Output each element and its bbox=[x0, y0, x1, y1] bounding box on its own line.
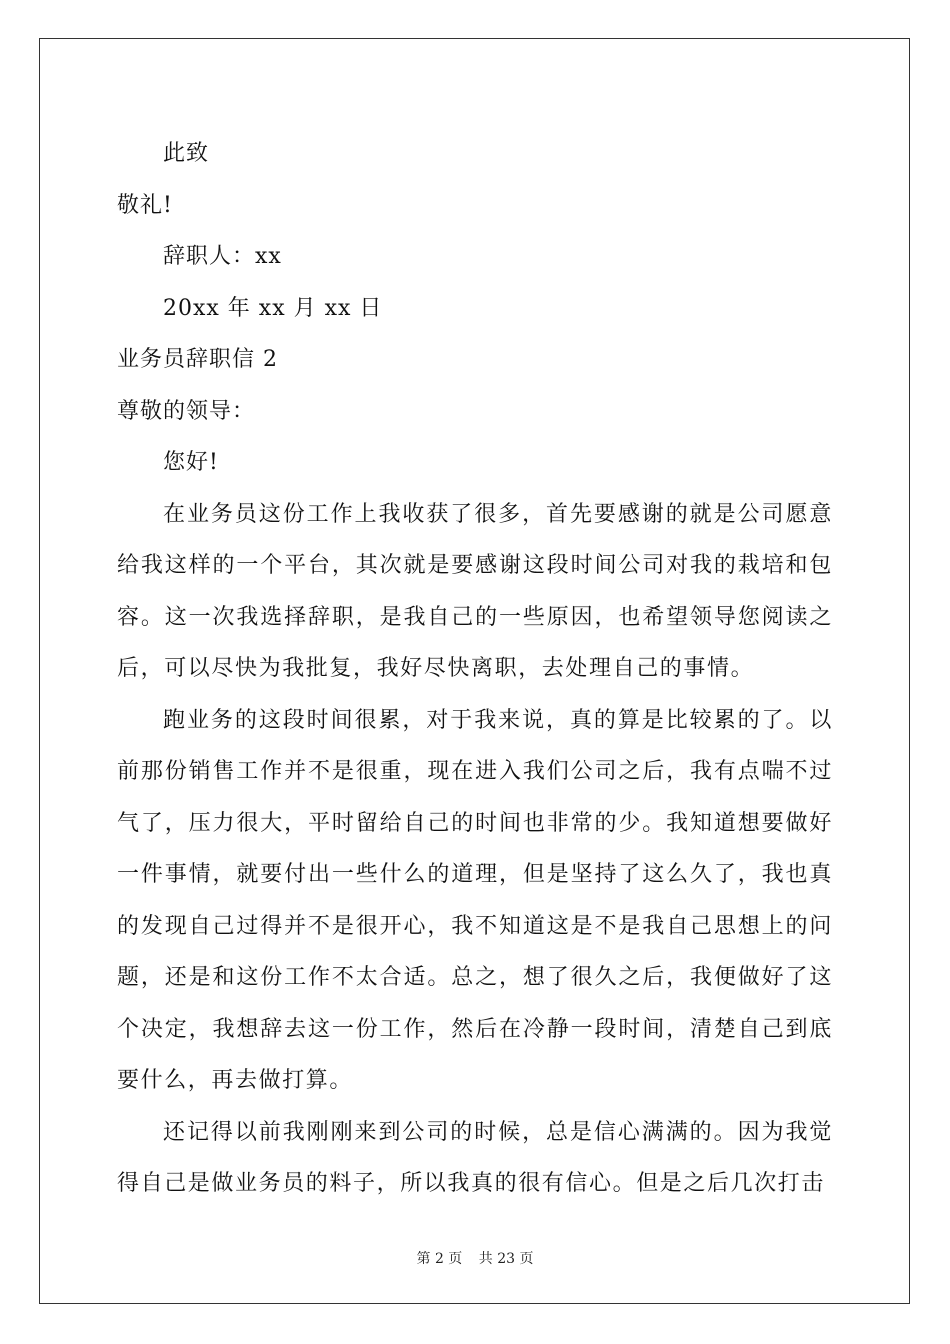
page-footer bbox=[0, 1248, 950, 1268]
document-body bbox=[117, 128, 833, 1210]
letter-title: 业务员辞职信 2 bbox=[117, 347, 278, 372]
body-paragraph-1: 在业务员这份工作上我收获了很多，首先要感谢的就是公司愿意给我这样的一个平台，其次就是要感谢这段时间公司对我的栽培和包容。这一次我选择辞职，是我自己的一些原因，也希望领导您阅读之后，可以尽快为我批复，我好尽快离职，去处理自己的事情。 bbox=[117, 501, 833, 681]
greeting-line: 您好! bbox=[163, 450, 219, 475]
salutation-line: 尊敬的领导： bbox=[117, 398, 256, 424]
closing-line-1: 此致 bbox=[163, 141, 210, 166]
closing-line-2: 敬礼! bbox=[117, 192, 173, 218]
body-paragraph-2: 跑业务的这段时间很累，对于我来说，真的算是比较累的了。以前那份销售工作并不是很重，现在进入我们公司之后，我有点喘不过气了，压力很大，平时留给自己的时间也非常的少。我知道想要做好一件事情，就要付出一些什么的道理，但是坚持了这么久了，我也真的发现自己过得并不是很开心，我不知道这是不是我自己思想上的问题，还是和这份工作不太合适。总之，想了很久之后，我便做好了这个决定，我想辞去这一份工作，然后在冷静一段时间，清楚自己到底要什么，再去做打算。 bbox=[117, 707, 833, 1093]
page-number: 第 2 页 bbox=[416, 1251, 463, 1267]
body-paragraph-3: 还记得以前我刚刚来到公司的时候，总是信心满满的。因为我觉得自己是做业务员的料子，所以我真的很有信心。但是之后几次打击 bbox=[117, 1119, 833, 1196]
date-line: 20xx 年 xx 月 xx 日 bbox=[163, 295, 383, 321]
signer-line: 辞职人：xx bbox=[163, 244, 282, 269]
total-pages: 共 23 页 bbox=[478, 1251, 534, 1267]
